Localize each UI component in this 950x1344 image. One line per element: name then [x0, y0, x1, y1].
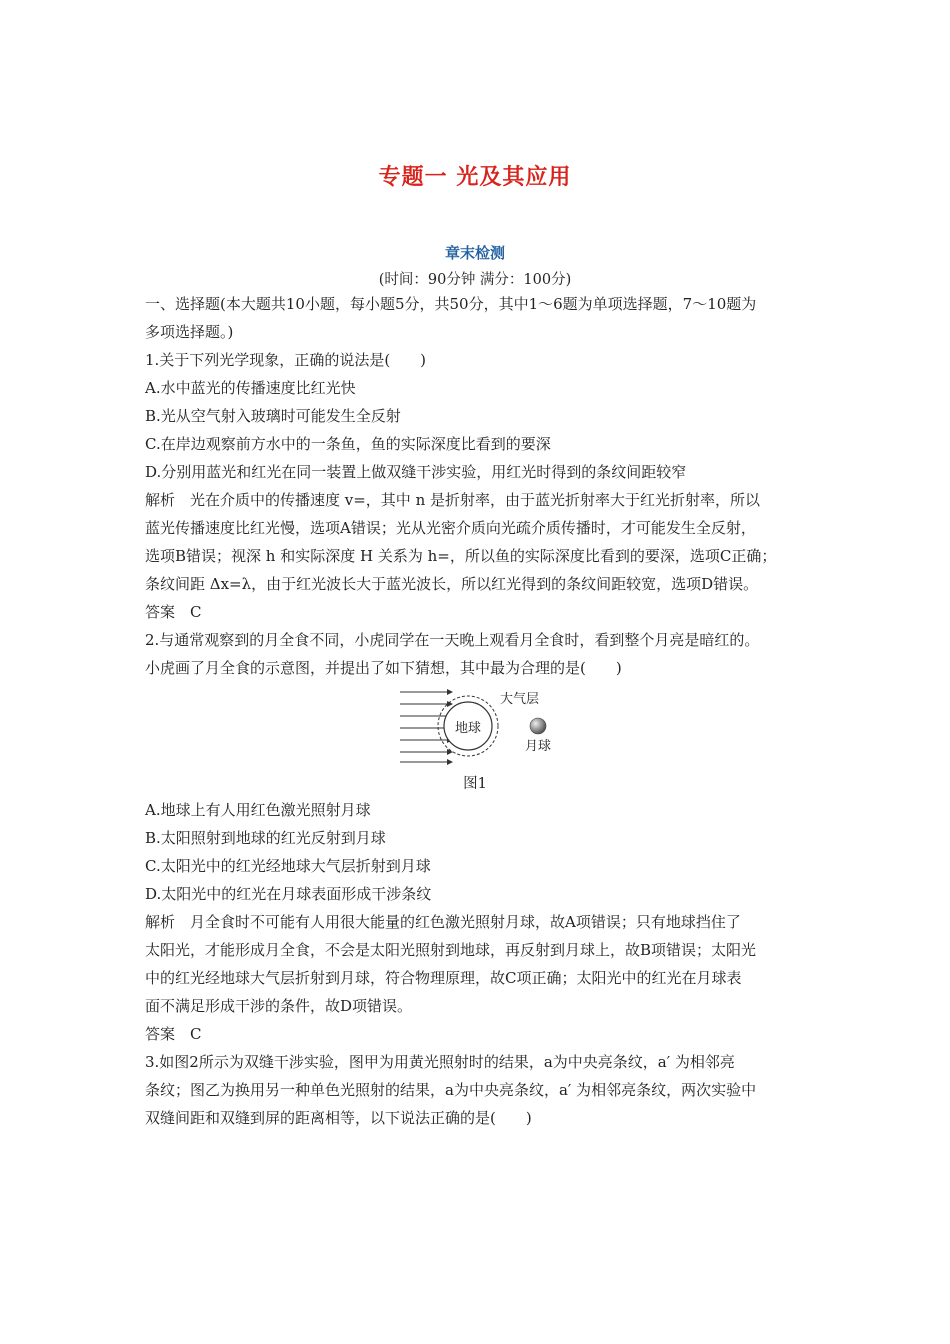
question-2-stem: [145, 626, 815, 682]
option-d: D.太阳光中的红光在月球表面形成干涉条纹: [145, 885, 432, 903]
figure-caption: 图1: [463, 776, 487, 792]
analysis-line: 解析 月全食时不可能有人用很大能量的红色激光照射月球，故A项错误；只有地球挡住了: [145, 913, 741, 931]
option-b: B.太阳照射到地球的红光反射到月球: [145, 829, 386, 847]
option-d: D.分别用蓝光和红光在同一装置上做双缝干涉实验，用红光时得到的条纹间距较窄: [145, 463, 687, 481]
analysis-line: 面不满足形成干涉的条件，故D项错误。: [145, 997, 413, 1015]
question-2-options: [145, 796, 815, 1048]
option-b: B.光从空气射入玻璃时可能发生全反射: [145, 407, 401, 425]
option-a: A.地球上有人用红色激光照射月球: [145, 801, 371, 819]
question-stem: 双缝间距和双缝到屏的距离相等，以下说法正确的是( ): [145, 1109, 532, 1127]
section-heading: [145, 290, 815, 346]
question-3: [145, 1048, 815, 1132]
answer: 答案 C: [145, 603, 202, 621]
analysis-line: 条纹间距 Δx=λ，由于红光波长大于蓝光波长，所以红光得到的条纹间距较宽，选项D错误。: [145, 575, 759, 593]
analysis-line: 中的红光经地球大气层折射到月球，符合物理原理，故C项正确；太阳光中的红光在月球表: [145, 969, 742, 987]
answer: 答案 C: [145, 1025, 202, 1043]
option-c: C.太阳光中的红光经地球大气层折射到月球: [145, 857, 431, 875]
section-subtitle: 章末检测: [444, 244, 505, 262]
section-heading-line: 一、选择题(本大题共10小题，每小题5分，共50分，其中1～6题为单项选择题，7～10题为: [145, 295, 757, 313]
analysis-line: 蓝光传播速度比红光慢，选项A错误；光从光密介质向光疏介质传播时，才可能发生全反射，: [145, 519, 756, 537]
analysis-line: 太阳光，才能形成月全食，不会是太阳光照射到地球，再反射到月球上，故B项错误；太阳光: [145, 941, 757, 959]
analysis-line: 解析 光在介质中的传播速度 v=，其中 n 是折射率，由于蓝光折射率大于红光折射率，所以: [145, 491, 761, 509]
page-title: 专题一 光及其应用: [378, 164, 572, 190]
exam-info: (时间：90分钟 满分：100分): [378, 272, 572, 288]
question-stem: 2.与通常观察到的月全食不同，小虎同学在一天晚上观看月全食时，看到整个月亮是暗红的。: [145, 631, 760, 649]
question-stem: 小虎画了月全食的示意图，并提出了如下猜想，其中最为合理的是( ): [145, 659, 622, 677]
moon-label: 月球: [525, 739, 552, 754]
moon-circle: [530, 718, 546, 734]
analysis-line: 选项B错误；视深 h 和实际深度 H 关系为 h=，所以鱼的实际深度比看到的要深，选项C正确；: [145, 547, 777, 565]
earth-label: 地球: [455, 721, 482, 736]
question-stem: 条纹；图乙为换用另一种单色光照射的结果，a为中央亮条纹，a′ 为相邻亮条纹，两次实验中: [145, 1081, 757, 1099]
question-stem: 3.如图2所示为双缝干涉实验，图甲为用黄光照射时的结果，a为中央亮条纹，a′ 为相邻亮: [145, 1053, 735, 1071]
option-c: C.在岸边观察前方水中的一条鱼，鱼的实际深度比看到的要深: [145, 435, 551, 453]
question-1: [145, 346, 815, 626]
option-a: A.水中蓝光的传播速度比红光快: [145, 379, 356, 397]
atmosphere-label: 大气层: [500, 692, 540, 707]
section-heading-line: 多项选择题。): [145, 323, 234, 341]
question-stem: 1.关于下列光学现象，正确的说法是( ): [145, 351, 427, 369]
